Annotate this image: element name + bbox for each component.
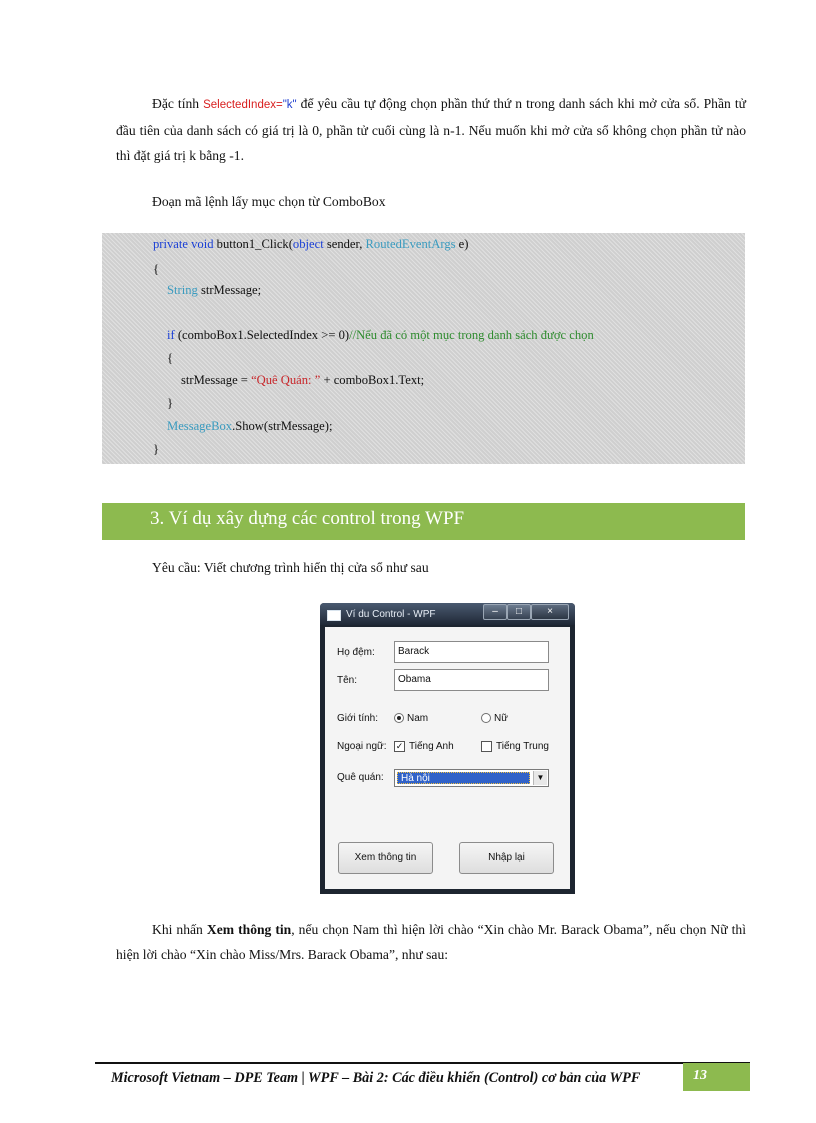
code-line-2: { bbox=[153, 262, 160, 276]
code-line-8: MessageBox.Show(strMessage); bbox=[167, 419, 333, 433]
code-line-3: String strMessage; bbox=[167, 283, 262, 297]
que-quan-label: Quê quán: bbox=[337, 772, 384, 783]
nhap-lai-button[interactable]: Nhập lại bbox=[459, 842, 554, 874]
code-line-6: strMessage = “Quê Quán: ” + comboBox1.Text; bbox=[181, 373, 425, 387]
code-line-7: } bbox=[167, 396, 174, 410]
tieng-trung-label: Tiếng Trung bbox=[496, 741, 549, 752]
nu-label: Nữ bbox=[494, 713, 508, 724]
que-quan-combobox[interactable] bbox=[394, 769, 549, 787]
page-number: 13 bbox=[693, 1068, 707, 1083]
footer-text: Microsoft Vietnam – DPE Team | WPF – Bài 2: Các điều khiển (Control) cơ bản của WPF bbox=[111, 1070, 641, 1086]
footer-divider bbox=[95, 1062, 750, 1064]
intro-suffix: để yêu cầu tự động chọn phần thứ thứ n trong danh sách khi mở cửa sổ. Phần tử đầu tiên của danh sách có giá trị là 0, phần tử cuối cùng là n-1. Nếu muốn khi mở cửa sổ không chọn phần tử nào thì đặt giá trị k bằng -1. bbox=[116, 96, 746, 163]
outro-bold: Xem thông tin bbox=[206, 922, 292, 937]
close-icon[interactable]: × bbox=[531, 604, 569, 620]
code-line-9: } bbox=[153, 442, 160, 456]
window-app-icon bbox=[327, 610, 341, 621]
tieng-trung-checkbox[interactable] bbox=[481, 741, 492, 752]
code-intro: Đoạn mã lệnh lấy mục chọn từ ComboBox bbox=[152, 194, 386, 209]
outro-paragraph bbox=[116, 917, 746, 967]
ten-label: Tên: bbox=[337, 675, 358, 686]
intro-prefix: Đặc tính bbox=[152, 96, 204, 111]
gioi-tinh-label: Giới tính: bbox=[337, 713, 379, 724]
intro-paragraph bbox=[116, 91, 746, 168]
page-number-box bbox=[683, 1063, 750, 1091]
nam-label: Nam bbox=[407, 713, 429, 724]
intro-attr-name: SelectedIndex= bbox=[203, 99, 283, 111]
chevron-down-icon[interactable]: ▼ bbox=[533, 771, 547, 785]
requirement-text: Yêu cầu: Viết chương trình hiển thị cửa sổ như sau bbox=[152, 560, 429, 575]
code-line-4: if (comboBox1.SelectedIndex >= 0)//Nếu đã có một mục trong danh sách được chọn bbox=[167, 328, 594, 342]
ho-dem-label: Họ đệm: bbox=[337, 647, 375, 658]
nam-radio[interactable] bbox=[394, 713, 404, 723]
window-title: Ví du Control - WPF bbox=[346, 609, 436, 620]
section-header bbox=[102, 503, 745, 540]
intro-attr-value: "k" bbox=[282, 99, 297, 111]
code-line-5: { bbox=[167, 351, 174, 365]
outro-b: , nếu chọn Nam thì hiện lời chào “Xin chào Mr. Barack Obama”, nếu chọn Nữ thì hiện lời chào “Xin chào Miss/Mrs. Barack Obama”, như sau: bbox=[116, 922, 746, 962]
window-client-area bbox=[325, 627, 570, 889]
wpf-window-screenshot bbox=[320, 603, 575, 894]
code-line-1: private void button1_Click(object sender, RoutedEventArgs e) bbox=[153, 237, 469, 251]
ngoai-ngu-label: Ngoại ngữ: bbox=[337, 741, 387, 752]
window-titlebar bbox=[320, 603, 575, 625]
outro-a: Khi nhấn bbox=[152, 922, 207, 937]
ten-input[interactable]: Obama bbox=[394, 669, 549, 691]
tieng-anh-checkbox[interactable]: ✓ bbox=[395, 741, 404, 751]
section-title: 3. Ví dụ xây dựng các control trong WPF bbox=[150, 508, 465, 529]
nu-radio[interactable] bbox=[481, 713, 491, 723]
tieng-anh-label: Tiếng Anh bbox=[409, 741, 454, 752]
que-quan-selected: Hà nội bbox=[397, 772, 530, 784]
maximize-icon[interactable]: □ bbox=[507, 604, 531, 620]
code-block bbox=[102, 233, 745, 464]
xem-thong-tin-button[interactable]: Xem thông tin bbox=[338, 842, 433, 874]
ho-dem-input[interactable]: Barack bbox=[394, 641, 549, 663]
minimize-icon[interactable]: – bbox=[483, 604, 507, 620]
